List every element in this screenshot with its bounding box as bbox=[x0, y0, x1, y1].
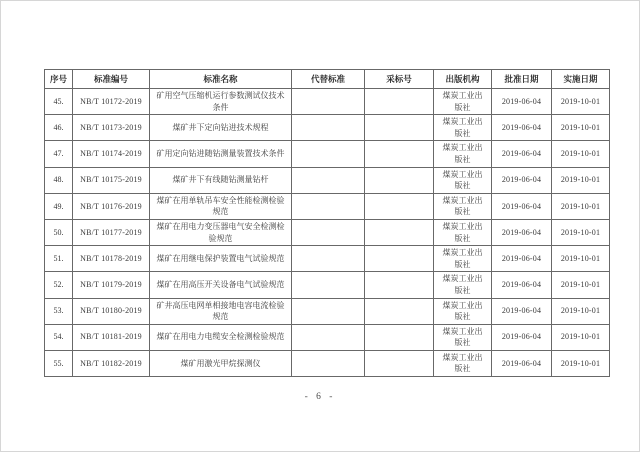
column-header-standard-code: 标准编号 bbox=[73, 70, 150, 89]
cell-serial-no: 47. bbox=[45, 141, 73, 167]
cell-replaced-standard bbox=[292, 193, 365, 219]
cell-implementation-date: 2019-10-01 bbox=[552, 89, 610, 115]
cell-adopted-no bbox=[365, 272, 434, 298]
cell-standard-name: 矿用定向钻进随钻测量装置技术条件 bbox=[150, 141, 292, 167]
cell-serial-no: 48. bbox=[45, 167, 73, 193]
cell-publisher: 煤炭工业出版社 bbox=[434, 167, 492, 193]
cell-implementation-date: 2019-10-01 bbox=[552, 193, 610, 219]
column-header-adopted-no: 采标号 bbox=[365, 70, 434, 89]
cell-replaced-standard bbox=[292, 272, 365, 298]
cell-implementation-date: 2019-10-01 bbox=[552, 115, 610, 141]
table-header-row bbox=[45, 70, 610, 89]
cell-standard-name: 煤矿井下定向钻进技术规程 bbox=[150, 115, 292, 141]
table-row bbox=[45, 324, 610, 350]
column-header-implementation-date: 实施日期 bbox=[552, 70, 610, 89]
cell-standard-code: NB/T 10177-2019 bbox=[73, 219, 150, 245]
cell-approval-date: 2019-06-04 bbox=[492, 272, 552, 298]
cell-replaced-standard bbox=[292, 115, 365, 141]
cell-standard-code: NB/T 10182-2019 bbox=[73, 350, 150, 376]
cell-replaced-standard bbox=[292, 350, 365, 376]
cell-replaced-standard bbox=[292, 298, 365, 324]
cell-serial-no: 46. bbox=[45, 115, 73, 141]
cell-publisher: 煤炭工业出版社 bbox=[434, 324, 492, 350]
table-row bbox=[45, 89, 610, 115]
cell-standard-code: NB/T 10173-2019 bbox=[73, 115, 150, 141]
cell-serial-no: 52. bbox=[45, 272, 73, 298]
cell-implementation-date: 2019-10-01 bbox=[552, 167, 610, 193]
cell-standard-name: 煤矿在用电力电缆安全检测检验规范 bbox=[150, 324, 292, 350]
cell-publisher: 煤炭工业出版社 bbox=[434, 246, 492, 272]
cell-standard-code: NB/T 10174-2019 bbox=[73, 141, 150, 167]
cell-standard-code: NB/T 10172-2019 bbox=[73, 89, 150, 115]
cell-serial-no: 49. bbox=[45, 193, 73, 219]
cell-implementation-date: 2019-10-01 bbox=[552, 272, 610, 298]
cell-adopted-no bbox=[365, 324, 434, 350]
cell-standard-code: NB/T 10175-2019 bbox=[73, 167, 150, 193]
table-row bbox=[45, 272, 610, 298]
standards-table bbox=[44, 69, 610, 377]
cell-standard-name: 煤矿在用电力变压器电气安全检测检验规范 bbox=[150, 219, 292, 245]
cell-standard-code: NB/T 10179-2019 bbox=[73, 272, 150, 298]
column-header-approval-date: 批准日期 bbox=[492, 70, 552, 89]
cell-adopted-no bbox=[365, 246, 434, 272]
table-row bbox=[45, 115, 610, 141]
column-header-standard-name: 标准名称 bbox=[150, 70, 292, 89]
cell-serial-no: 51. bbox=[45, 246, 73, 272]
cell-approval-date: 2019-06-04 bbox=[492, 350, 552, 376]
cell-implementation-date: 2019-10-01 bbox=[552, 298, 610, 324]
cell-publisher: 煤炭工业出版社 bbox=[434, 272, 492, 298]
cell-implementation-date: 2019-10-01 bbox=[552, 246, 610, 272]
cell-standard-code: NB/T 10176-2019 bbox=[73, 193, 150, 219]
cell-serial-no: 50. bbox=[45, 219, 73, 245]
cell-standard-name: 煤矿在用高压开关设备电气试验规范 bbox=[150, 272, 292, 298]
cell-standard-name: 煤矿在用单轨吊车安全性能检测检验规范 bbox=[150, 193, 292, 219]
cell-serial-no: 55. bbox=[45, 350, 73, 376]
cell-serial-no: 53. bbox=[45, 298, 73, 324]
column-header-publisher: 出版机构 bbox=[434, 70, 492, 89]
cell-adopted-no bbox=[365, 89, 434, 115]
cell-replaced-standard bbox=[292, 89, 365, 115]
cell-standard-name: 矿用空气压缩机运行参数测试仪技术条件 bbox=[150, 89, 292, 115]
cell-standard-name: 煤矿在用继电保护装置电气试验规范 bbox=[150, 246, 292, 272]
cell-replaced-standard bbox=[292, 246, 365, 272]
cell-approval-date: 2019-06-04 bbox=[492, 246, 552, 272]
cell-adopted-no bbox=[365, 298, 434, 324]
table-row bbox=[45, 193, 610, 219]
cell-approval-date: 2019-06-04 bbox=[492, 193, 552, 219]
cell-standard-code: NB/T 10181-2019 bbox=[73, 324, 150, 350]
cell-approval-date: 2019-06-04 bbox=[492, 219, 552, 245]
column-header-replaced-standard: 代替标准 bbox=[292, 70, 365, 89]
cell-replaced-standard bbox=[292, 219, 365, 245]
cell-approval-date: 2019-06-04 bbox=[492, 141, 552, 167]
cell-publisher: 煤炭工业出版社 bbox=[434, 298, 492, 324]
table-row bbox=[45, 219, 610, 245]
cell-publisher: 煤炭工业出版社 bbox=[434, 141, 492, 167]
cell-approval-date: 2019-06-04 bbox=[492, 89, 552, 115]
cell-replaced-standard bbox=[292, 141, 365, 167]
cell-publisher: 煤炭工业出版社 bbox=[434, 115, 492, 141]
cell-replaced-standard bbox=[292, 167, 365, 193]
cell-standard-name: 煤矿井下有线随钻测量钻杆 bbox=[150, 167, 292, 193]
table-row bbox=[45, 246, 610, 272]
cell-approval-date: 2019-06-04 bbox=[492, 115, 552, 141]
cell-publisher: 煤炭工业出版社 bbox=[434, 89, 492, 115]
cell-approval-date: 2019-06-04 bbox=[492, 324, 552, 350]
column-header-serial-no: 序号 bbox=[45, 70, 73, 89]
cell-standard-name: 煤矿用激光甲烷探测仪 bbox=[150, 350, 292, 376]
cell-publisher: 煤炭工业出版社 bbox=[434, 193, 492, 219]
cell-adopted-no bbox=[365, 141, 434, 167]
page-number: - 6 - bbox=[304, 392, 336, 402]
cell-adopted-no bbox=[365, 115, 434, 141]
cell-publisher: 煤炭工业出版社 bbox=[434, 350, 492, 376]
cell-standard-code: NB/T 10178-2019 bbox=[73, 246, 150, 272]
cell-serial-no: 54. bbox=[45, 324, 73, 350]
cell-implementation-date: 2019-10-01 bbox=[552, 350, 610, 376]
table-row bbox=[45, 350, 610, 376]
cell-replaced-standard bbox=[292, 324, 365, 350]
cell-implementation-date: 2019-10-01 bbox=[552, 219, 610, 245]
cell-adopted-no bbox=[365, 167, 434, 193]
cell-publisher: 煤炭工业出版社 bbox=[434, 219, 492, 245]
cell-implementation-date: 2019-10-01 bbox=[552, 141, 610, 167]
table-row bbox=[45, 141, 610, 167]
cell-adopted-no bbox=[365, 219, 434, 245]
table-row bbox=[45, 167, 610, 193]
cell-adopted-no bbox=[365, 193, 434, 219]
cell-standard-name: 矿井高压电网单相接地电容电流检验规范 bbox=[150, 298, 292, 324]
cell-approval-date: 2019-06-04 bbox=[492, 167, 552, 193]
cell-adopted-no bbox=[365, 350, 434, 376]
cell-standard-code: NB/T 10180-2019 bbox=[73, 298, 150, 324]
cell-approval-date: 2019-06-04 bbox=[492, 298, 552, 324]
cell-implementation-date: 2019-10-01 bbox=[552, 324, 610, 350]
table-row bbox=[45, 298, 610, 324]
cell-serial-no: 45. bbox=[45, 89, 73, 115]
